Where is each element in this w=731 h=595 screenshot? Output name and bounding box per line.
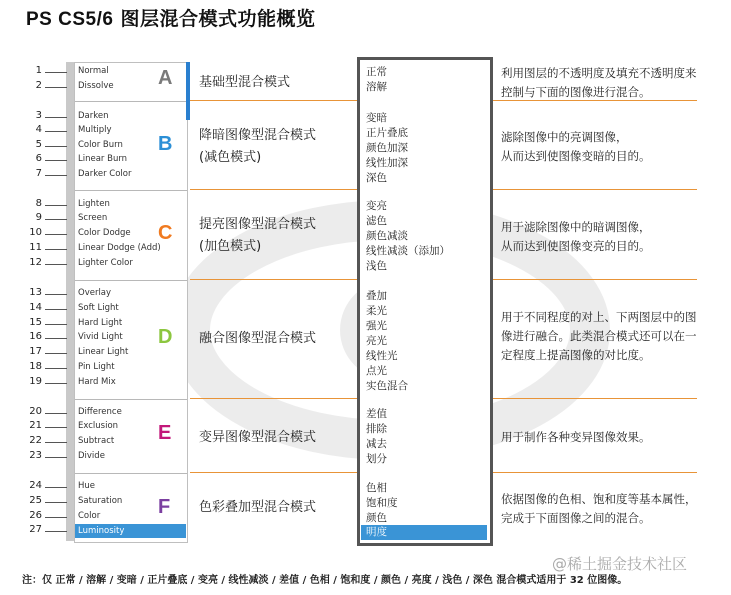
mode-number: 22	[29, 435, 42, 446]
blend-mode-item-cn[interactable]: 差值	[366, 408, 387, 420]
blend-mode-item-cn[interactable]: 点光	[366, 365, 387, 377]
leader-line	[45, 502, 67, 503]
leader-line	[45, 353, 67, 354]
mode-number: 17	[29, 346, 42, 357]
leader-line	[45, 531, 67, 532]
leader-line	[45, 517, 67, 518]
leader-line	[45, 294, 67, 295]
blend-mode-item-cn[interactable]: 正常	[366, 66, 387, 78]
blend-mode-item-cn[interactable]: 变暗	[366, 112, 387, 124]
mode-number: 16	[29, 331, 42, 342]
blend-mode-item-cn[interactable]: 饱和度	[366, 497, 398, 509]
blend-mode-item[interactable]: Screen	[78, 213, 108, 223]
blend-mode-item[interactable]: Hue	[78, 481, 96, 491]
blend-mode-item-cn[interactable]: 柔光	[366, 305, 387, 317]
leader-line	[45, 442, 67, 443]
group-name: 色彩叠加型混合模式	[199, 500, 317, 515]
leader-line	[45, 117, 67, 118]
blend-mode-item-cn[interactable]: 变亮	[366, 200, 387, 212]
mode-number: 24	[29, 480, 42, 491]
blend-mode-item-cn[interactable]: 溶解	[366, 81, 387, 93]
mode-number: 3	[35, 110, 42, 121]
mode-number: 10	[29, 227, 42, 238]
mode-number: 19	[29, 376, 42, 387]
leader-line	[45, 160, 67, 161]
blend-mode-item-cn[interactable]: 实色混合	[366, 380, 408, 392]
blend-mode-item[interactable]: Linear Light	[78, 347, 129, 357]
list-separator	[75, 101, 187, 102]
page-title	[26, 4, 316, 31]
mode-number: 7	[35, 168, 42, 179]
list-separator	[75, 280, 187, 281]
group-name: 降暗图像型混合模式 (减色模式)	[199, 128, 317, 165]
blend-mode-item-cn[interactable]: 强光	[366, 320, 387, 332]
blend-mode-item-cn[interactable]: 减去	[366, 438, 387, 450]
blend-mode-item[interactable]: Subtract	[78, 436, 115, 446]
blend-mode-item[interactable]: Darken	[78, 111, 109, 121]
mode-number: 15	[29, 317, 42, 328]
leader-line	[45, 368, 67, 369]
leader-line	[45, 324, 67, 325]
leader-line	[45, 487, 67, 488]
group-description: 用于不同程度的对上、下两图层中的图像进行融合。此类混合模式还可以在一定程度上提高图像的对比度。	[501, 310, 697, 362]
blend-mode-item[interactable]: Saturation	[78, 496, 123, 506]
leader-line	[45, 234, 67, 235]
group-letter-f: F	[158, 496, 171, 518]
blend-mode-item[interactable]: Hard Light	[78, 318, 123, 328]
group-letter-c: C	[158, 221, 173, 244]
blend-mode-item-cn[interactable]: 叠加	[366, 290, 387, 302]
blend-mode-item[interactable]: Color Dodge	[78, 228, 131, 238]
mode-number: 21	[29, 420, 42, 431]
blend-mode-item-cn[interactable]: 深色	[366, 172, 387, 184]
group-description: 用于滤除图像中的暗调图像， 从而达到使图像变亮的目的。	[501, 220, 651, 253]
leader-line	[45, 146, 67, 147]
panel-border	[66, 62, 74, 541]
blend-mode-item[interactable]: Linear Dodge (Add)	[78, 243, 161, 253]
blend-mode-item-cn[interactable]: 正片叠底	[366, 127, 408, 139]
blend-mode-item[interactable]: Exclusion	[78, 421, 119, 431]
group-letter-a: A	[158, 66, 173, 89]
mode-number: 20	[29, 406, 42, 417]
group-name: 提亮图像型混合模式 (加色模式)	[199, 217, 317, 254]
leader-line	[45, 383, 67, 384]
mode-number: 8	[35, 198, 42, 209]
blend-mode-item-cn[interactable]: 明度	[361, 525, 487, 540]
list-separator	[75, 190, 187, 191]
scrollbar-thumb[interactable]	[186, 62, 190, 120]
mode-number: 18	[29, 361, 42, 372]
mode-number: 1	[35, 65, 42, 76]
leader-line	[45, 87, 67, 88]
blend-mode-item[interactable]: Color Burn	[78, 140, 123, 150]
mode-number: 6	[35, 153, 42, 164]
list-separator	[75, 399, 187, 400]
mode-number: 5	[35, 139, 42, 150]
blend-mode-item-cn[interactable]: 颜色减淡	[366, 230, 408, 242]
group-description: 滤除图像中的亮调图像， 从而达到使图像变暗的目的。	[501, 130, 651, 163]
mode-number: 12	[29, 257, 42, 268]
blend-mode-item[interactable]: Luminosity	[75, 524, 186, 538]
blend-mode-item[interactable]: Vivid Light	[78, 332, 123, 342]
leader-line	[45, 205, 67, 206]
blend-mode-item[interactable]: Soft Light	[78, 303, 119, 313]
title-cn: 图层混合模式功能概览	[113, 8, 316, 30]
blend-mode-item-cn[interactable]: 线性光	[366, 350, 398, 362]
mode-number: 14	[29, 302, 42, 313]
leader-line	[45, 427, 67, 428]
blend-mode-item[interactable]: Difference	[78, 407, 122, 417]
blend-mode-item-cn[interactable]: 亮光	[366, 335, 387, 347]
leader-line	[45, 249, 67, 250]
leader-line	[45, 457, 67, 458]
group-letter-d: D	[158, 325, 173, 348]
leader-line	[45, 413, 67, 414]
leader-line	[45, 264, 67, 265]
credit-text: @稀土掘金技术社区	[552, 555, 688, 573]
mode-number: 23	[29, 450, 42, 461]
blend-mode-item[interactable]: Darker Color	[78, 169, 132, 179]
blend-mode-item-cn[interactable]: 线性减淡（添加）	[366, 245, 450, 257]
blend-mode-item[interactable]: Hard Mix	[78, 377, 116, 387]
blend-mode-item-cn[interactable]: 排除	[366, 423, 387, 435]
blend-mode-item-cn[interactable]: 颜色	[366, 512, 387, 524]
mode-number: 27	[29, 524, 42, 535]
group-description: 用于制作各种变异图像效果。	[501, 430, 651, 444]
group-name: 基础型混合模式	[199, 75, 291, 90]
mode-number: 9	[35, 212, 42, 223]
group-name: 融合图像型混合模式	[199, 331, 317, 346]
blend-mode-item[interactable]: Lighter Color	[78, 258, 133, 268]
blend-mode-item[interactable]: Overlay	[78, 288, 112, 298]
mode-number: 2	[35, 80, 42, 91]
mode-number: 25	[29, 495, 42, 506]
mode-number: 13	[29, 287, 42, 298]
blend-mode-item[interactable]: Color	[78, 511, 101, 521]
group-description: 利用图层的不透明度及填充不透明度来控制与下面的图像进行混合。	[501, 66, 697, 99]
list-separator	[75, 473, 187, 474]
leader-line	[45, 309, 67, 310]
leader-line	[45, 131, 67, 132]
blend-mode-item[interactable]: Divide	[78, 451, 105, 461]
mode-number: 11	[29, 242, 42, 253]
blend-mode-item[interactable]: Pin Light	[78, 362, 115, 372]
blend-mode-item[interactable]: Normal	[78, 66, 109, 76]
group-description: 依据图像的色相、饱和度等基本属性，完成于下面图像之间的混合。	[501, 492, 697, 525]
blend-mode-item[interactable]: Lighten	[78, 199, 110, 209]
leader-line	[45, 219, 67, 220]
blend-mode-item-cn[interactable]: 色相	[366, 482, 387, 494]
group-name: 变异图像型混合模式	[199, 430, 317, 445]
blend-mode-item[interactable]: Dissolve	[78, 81, 114, 91]
leader-line	[45, 175, 67, 176]
leader-line	[45, 72, 67, 73]
blend-mode-item-cn[interactable]: 浅色	[366, 260, 387, 272]
blend-mode-item-cn[interactable]: 颜色加深	[366, 142, 408, 154]
mode-number: 4	[35, 124, 42, 135]
blend-mode-item-cn[interactable]: 线性加深	[366, 157, 408, 169]
blend-mode-item-cn[interactable]: 滤色	[366, 215, 387, 227]
group-letter-e: E	[158, 422, 172, 444]
blend-mode-item-cn[interactable]: 划分	[366, 453, 387, 465]
group-letter-b: B	[158, 133, 173, 155]
blend-mode-item[interactable]: Linear Burn	[78, 154, 128, 164]
mode-number: 26	[29, 510, 42, 521]
blend-mode-item[interactable]: Multiply	[78, 125, 112, 135]
leader-line	[45, 338, 67, 339]
title-en: PS CS5/6	[26, 9, 114, 30]
footnote: 注：仅 正常 / 溶解 / 变暗 / 正片叠底 / 变亮 / 线性减淡 / 差值 / 色相 / 饱和度 / 颜色 / 亮度 / 浅色 / 深色 混合模式适用于 32 位图像。	[22, 575, 628, 586]
